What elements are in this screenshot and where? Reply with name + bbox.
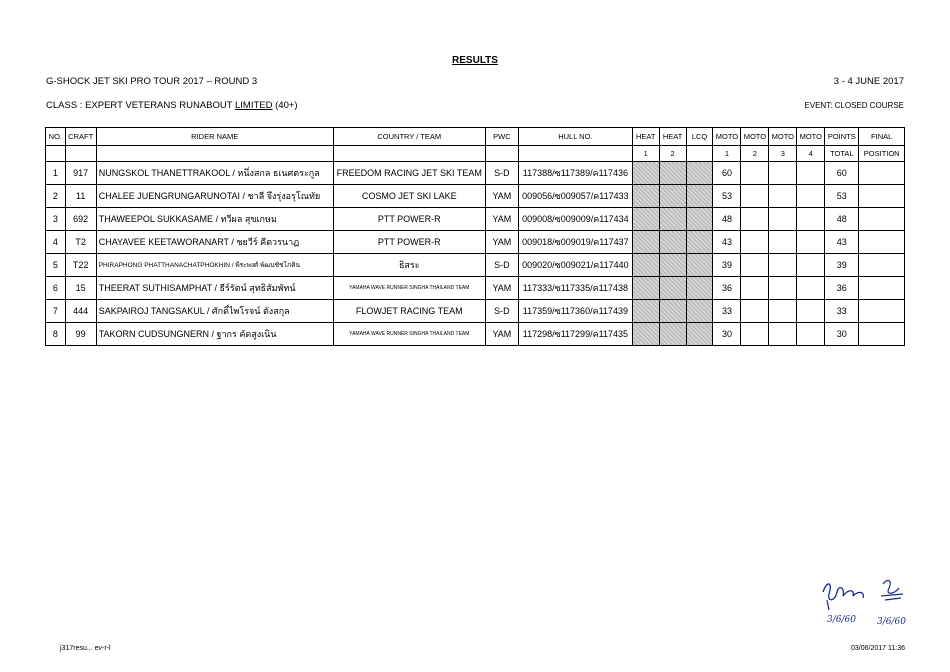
header-cell: RIDER NAME [96, 128, 333, 146]
hull-cell: 009056/ซ009057/ค117433 [518, 185, 632, 208]
heat2-cell [659, 208, 686, 231]
heat1-cell [632, 162, 659, 185]
header-cell: MOTO [741, 128, 769, 146]
lcq-cell [686, 231, 713, 254]
heat1-cell [632, 323, 659, 346]
pwc-cell: S-D [485, 254, 518, 277]
no-cell: 6 [46, 277, 66, 300]
no-cell: 2 [46, 185, 66, 208]
moto1-cell: 60 [713, 162, 741, 185]
craft-cell: 692 [65, 208, 96, 231]
final-cell [859, 231, 905, 254]
moto2-cell [741, 323, 769, 346]
hull-cell: 117333/ซ117335/ค117438 [518, 277, 632, 300]
pwc-cell: S-D [485, 300, 518, 323]
lcq-cell [686, 323, 713, 346]
table-row [46, 231, 905, 254]
pwc-cell: YAM [485, 323, 518, 346]
moto1-cell: 39 [713, 254, 741, 277]
total-cell: 33 [825, 300, 859, 323]
moto3-cell [769, 162, 797, 185]
heat2-cell [659, 162, 686, 185]
total-cell: 53 [825, 185, 859, 208]
rider-cell: CHAYAVEE KEETAWORANART / ชยวีร์ คีตวรนาฏ [96, 231, 333, 254]
heat1-cell [632, 231, 659, 254]
header-cell: MOTO [769, 128, 797, 146]
total-cell: 36 [825, 277, 859, 300]
craft-cell: 11 [65, 185, 96, 208]
header-cell [65, 146, 96, 162]
event-date: 3 - 4 JUNE 2017 [833, 76, 904, 87]
moto2-cell [741, 185, 769, 208]
final-cell [859, 208, 905, 231]
header-cell: COUNTRY / TEAM [333, 128, 485, 146]
heat1-cell [632, 185, 659, 208]
header-cell: MOTO [797, 128, 825, 146]
signature-dates [827, 615, 906, 627]
rider-cell: TAKORN CUDSUNGNERN / ฐากร คัดสูงเนิน [96, 323, 333, 346]
moto2-cell [741, 162, 769, 185]
class-limited: LIMITED [235, 100, 273, 111]
team-cell: YAMAHA WAVE RUNNER SINGHA THAILAND TEAM [333, 323, 485, 346]
heat2-cell [659, 231, 686, 254]
team-cell: FREEDOM RACING JET SKI TEAM [333, 162, 485, 185]
no-cell: 5 [46, 254, 66, 277]
craft-cell: 99 [65, 323, 96, 346]
footer-right: 03/06/2017 11:36 [851, 645, 905, 652]
header-cell: HEAT [632, 128, 659, 146]
pwc-cell: YAM [485, 185, 518, 208]
header-cell: PWC [485, 128, 518, 146]
final-cell [859, 277, 905, 300]
header-cell: 3 [769, 146, 797, 162]
final-cell [859, 254, 905, 277]
moto4-cell [797, 208, 825, 231]
rider-cell: THEERAT SUTHISAMPHAT / ธีร์รัตน์ สุทธิสัมพัทน์ [96, 277, 333, 300]
moto1-cell: 30 [713, 323, 741, 346]
heat1-cell [632, 277, 659, 300]
heat1-cell [632, 300, 659, 323]
moto4-cell [797, 231, 825, 254]
header-cell: TOTAL [825, 146, 859, 162]
team-cell: ธิสระ [333, 254, 485, 277]
moto1-cell: 33 [713, 300, 741, 323]
header-cell: HULL NO. [518, 128, 632, 146]
table-row [46, 277, 905, 300]
moto1-cell: 36 [713, 277, 741, 300]
moto2-cell [741, 231, 769, 254]
results-table [45, 127, 905, 346]
header-cell: 2 [659, 146, 686, 162]
table-row [46, 300, 905, 323]
moto4-cell [797, 323, 825, 346]
header-cell: HEAT [659, 128, 686, 146]
table-row [46, 208, 905, 231]
table-row [46, 185, 905, 208]
hull-cell: 117298/ซ117299/ค117435 [518, 323, 632, 346]
header-cell: MOTO [713, 128, 741, 146]
moto2-cell [741, 254, 769, 277]
craft-cell: T22 [65, 254, 96, 277]
moto3-cell [769, 254, 797, 277]
lcq-cell [686, 208, 713, 231]
signature-image [815, 570, 915, 630]
class-label [46, 100, 298, 111]
craft-cell: 15 [65, 277, 96, 300]
no-cell: 8 [46, 323, 66, 346]
event-course: EVENT: CLOSED COURSE [804, 101, 904, 110]
pwc-cell: YAM [485, 277, 518, 300]
event-name: G-SHOCK JET SKI PRO TOUR 2017 – ROUND 3 [46, 76, 258, 87]
class-prefix: CLASS : EXPERT VETERANS RUNABOUT [46, 100, 235, 111]
moto3-cell [769, 208, 797, 231]
no-cell: 7 [46, 300, 66, 323]
moto1-cell: 43 [713, 231, 741, 254]
final-cell [859, 185, 905, 208]
moto1-cell: 48 [713, 208, 741, 231]
total-cell: 43 [825, 231, 859, 254]
header-cell: 4 [797, 146, 825, 162]
rider-cell: CHALEE JUENGRUNGARUNOTAI / ชาลี จึงรุ่งอรุโณทัย [96, 185, 333, 208]
header-cell: 1 [713, 146, 741, 162]
header-cell [96, 146, 333, 162]
header-cell [333, 146, 485, 162]
moto4-cell [797, 185, 825, 208]
hull-cell: 009018/ซ009019/ค117437 [518, 231, 632, 254]
total-cell: 48 [825, 208, 859, 231]
team-cell: FLOWJET RACING TEAM [333, 300, 485, 323]
table-header-row [46, 128, 905, 146]
lcq-cell [686, 254, 713, 277]
final-cell [859, 300, 905, 323]
heat2-cell [659, 300, 686, 323]
pwc-cell: S-D [485, 162, 518, 185]
team-cell: YAMAHA WAVE RUNNER SINGHA THAILAND TEAM [333, 277, 485, 300]
header-cell: CRAFT [65, 128, 96, 146]
total-cell: 30 [825, 323, 859, 346]
signature-date-1: 3/6/60 [827, 615, 856, 625]
team-cell: COSMO JET SKI LAKE [333, 185, 485, 208]
moto3-cell [769, 277, 797, 300]
moto4-cell [797, 254, 825, 277]
header-cell [46, 146, 66, 162]
heat2-cell [659, 254, 686, 277]
pwc-cell: YAM [485, 231, 518, 254]
rider-cell: SAKPAIROJ TANGSAKUL / ศักดิ์ไพโรจน์ ตังสกุล [96, 300, 333, 323]
moto3-cell [769, 300, 797, 323]
table-row [46, 162, 905, 185]
header-cell: 2 [741, 146, 769, 162]
rider-cell: THAWEEPOL SUKKASAME / ทวีผล สุขเกษม [96, 208, 333, 231]
hull-cell: 009008/ซ009009/ค117434 [518, 208, 632, 231]
final-cell [859, 162, 905, 185]
pwc-cell: YAM [485, 208, 518, 231]
moto1-cell: 53 [713, 185, 741, 208]
moto3-cell [769, 323, 797, 346]
footer-left: j317resu... ev-r-l [60, 645, 111, 652]
rider-cell: NUNGSKOL THANETTRAKOOL / หนึ่งสกล ธเนศตระกูล [96, 162, 333, 185]
heat1-cell [632, 208, 659, 231]
lcq-cell [686, 300, 713, 323]
craft-cell: 444 [65, 300, 96, 323]
no-cell: 1 [46, 162, 66, 185]
header-cell [485, 146, 518, 162]
heat1-cell [632, 254, 659, 277]
class-suffix: (40+) [272, 100, 298, 111]
moto4-cell [797, 300, 825, 323]
hull-cell: 117388/ซ117389/ค117436 [518, 162, 632, 185]
lcq-cell [686, 277, 713, 300]
table-row [46, 254, 905, 277]
moto2-cell [741, 277, 769, 300]
craft-cell: 917 [65, 162, 96, 185]
heat2-cell [659, 185, 686, 208]
lcq-cell [686, 162, 713, 185]
header-cell: NO. [46, 128, 66, 146]
moto4-cell [797, 162, 825, 185]
header-cell: POINTS [825, 128, 859, 146]
no-cell: 4 [46, 231, 66, 254]
header-cell: 1 [632, 146, 659, 162]
final-cell [859, 323, 905, 346]
hull-cell: 117359/ซ117360/ค117439 [518, 300, 632, 323]
craft-cell: T2 [65, 231, 96, 254]
table-row [46, 323, 905, 346]
signature-date-2: 3/6/60 [877, 617, 906, 627]
page-title: RESULTS [452, 55, 498, 66]
moto2-cell [741, 300, 769, 323]
moto2-cell [741, 208, 769, 231]
moto4-cell [797, 277, 825, 300]
team-cell: PTT POWER-R [333, 231, 485, 254]
rider-cell: PHIRAPHONG PHATTHANACHATPHOKHIN / พีระพงศ์ พัฒนชัชโภคิน [96, 254, 333, 277]
hull-cell: 009020/ซ009021/ค117440 [518, 254, 632, 277]
lcq-cell [686, 185, 713, 208]
total-cell: 39 [825, 254, 859, 277]
table-header-row [46, 146, 905, 162]
total-cell: 60 [825, 162, 859, 185]
header-cell [686, 146, 713, 162]
header-cell [518, 146, 632, 162]
header-cell: FINAL [859, 128, 905, 146]
no-cell: 3 [46, 208, 66, 231]
moto3-cell [769, 231, 797, 254]
moto3-cell [769, 185, 797, 208]
header-cell: POSITION [859, 146, 905, 162]
team-cell: PTT POWER-R [333, 208, 485, 231]
header-cell: LCQ [686, 128, 713, 146]
heat2-cell [659, 277, 686, 300]
heat2-cell [659, 323, 686, 346]
